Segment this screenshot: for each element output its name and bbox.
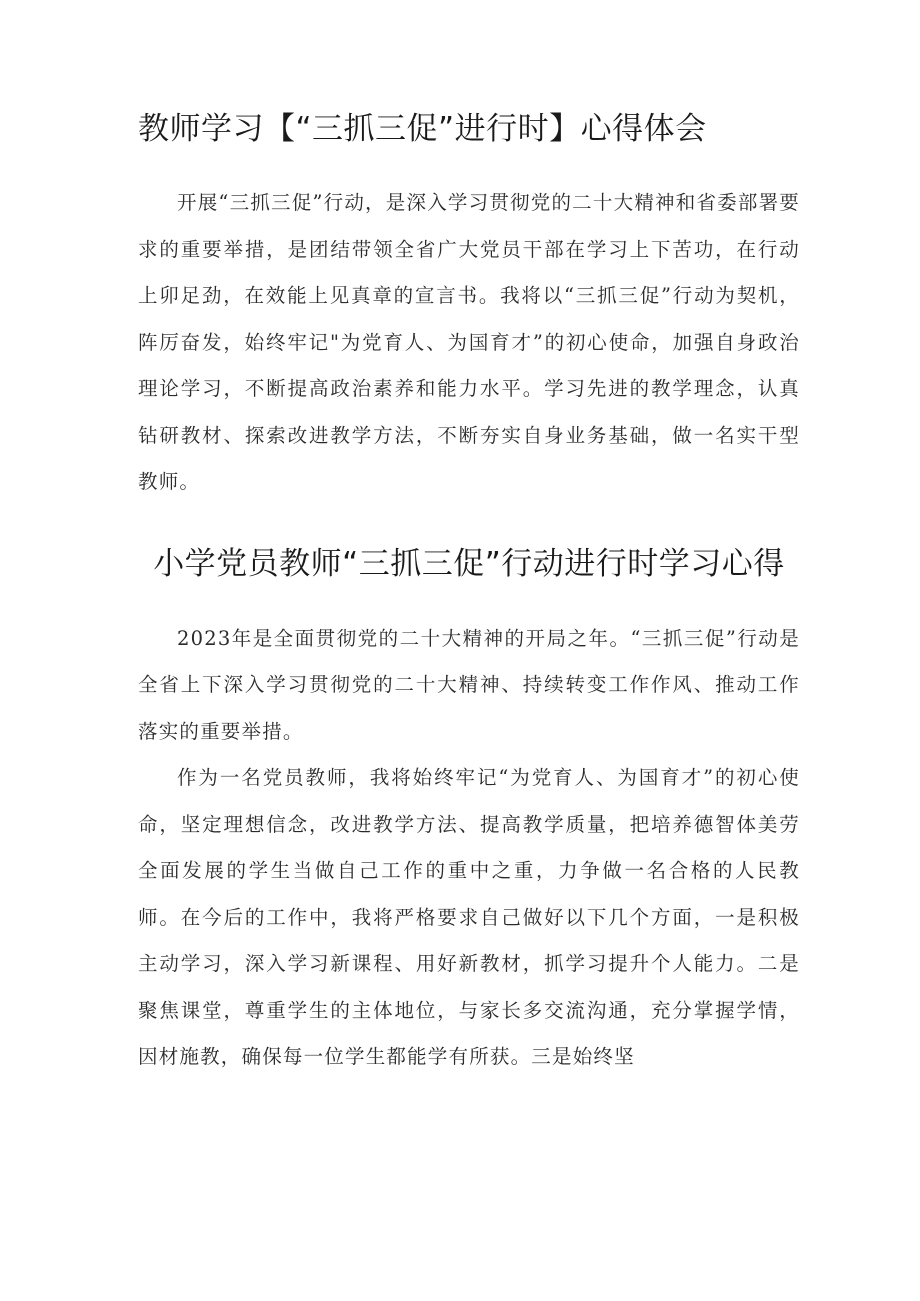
paragraph-2: 2023年是全面贯彻党的二十大精神的开局之年。“三抓三促”行动是全省上下深入学习贯彻党的二十大精神、持续转变工作作风、推动工作落实的重要举措。 [138,626,800,743]
paragraph-1: 开展“三抓三促”行动，是深入学习贯彻党的二十大精神和省委部署要求的重要举措，是团结带领全省广大党员干部在学习上下苦功，在行动上卯足劲，在效能上见真章的宣言书。我将以“三抓三促”行动为契机，阵厉奋发，始终牢记"为党育人、为国育才”的初心使命，加强自身政治理论学习，不断提高政治素养和能力水平。学习先进的教学理念，认真钻研教材、探索改进教学方法，不断夯实自身业务基础，做一名实干型教师。 [138,191,800,493]
paragraph-3: 作为一名党员教师，我将始终牢记“为党育人、为国育才”的初心使命，坚定理想信念，改进教学方法、提高教学质量，把培养德智体美劳全面发展的学生当做自己工作的重中之重，力争做一名合格的人民教师。在今后的工作中，我将严格要求自己做好以下几个方面，一是积极主动学习，深入学习新课程、用好新教材，抓学习提升个人能力。二是聚焦课堂，尊重学生的主体地位，与家长多交流沟通，充分掌握学情，因材施教，确保每一位学生都能学有所获。三是始终坚 [138,766,800,1068]
article-title-1: 教师学习【“三抓三促”进行时】心得体会 [138,111,707,147]
article-title-2: 小学党员教师“三抓三促”行动进行时学习心得 [153,545,785,582]
document-body [138,104,800,1081]
